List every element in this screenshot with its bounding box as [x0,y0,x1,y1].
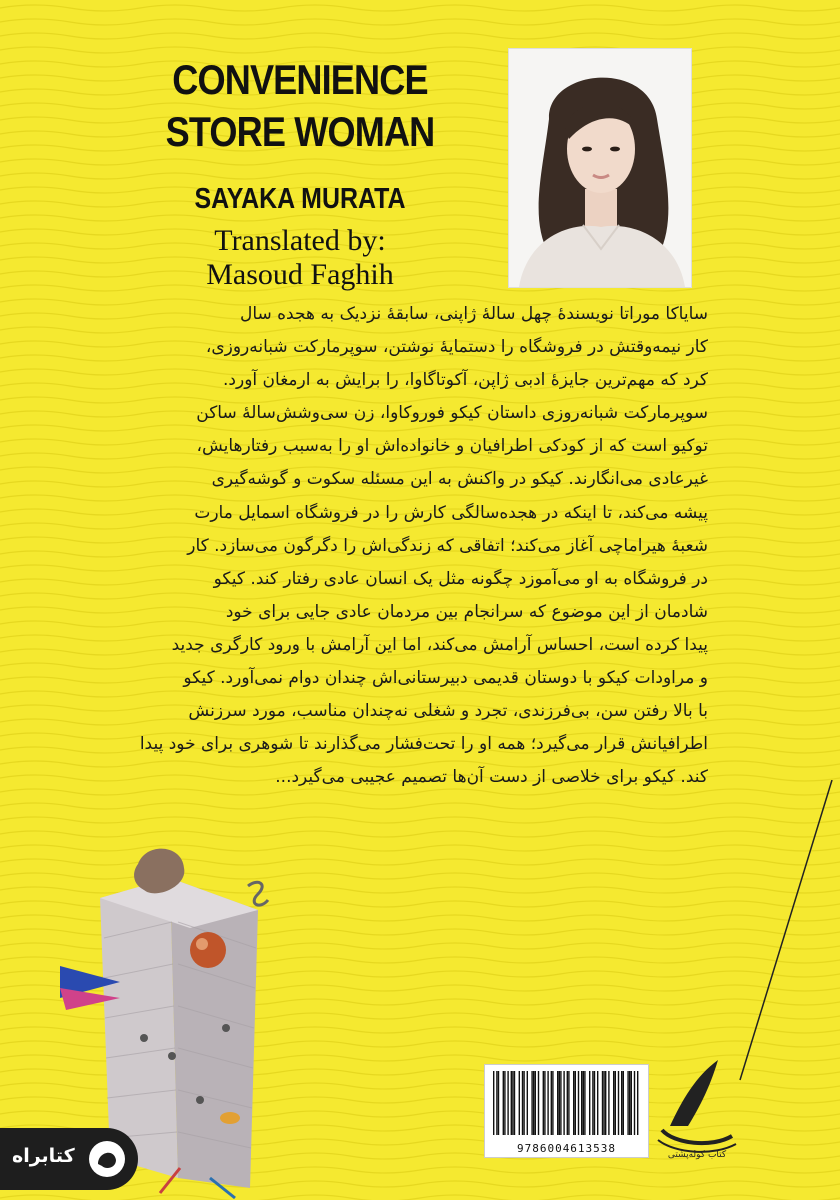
author-photo [508,48,692,288]
ketabrah-label: کتابراه [12,1145,75,1167]
blurb-line: با بالا رفتن سن، بی‌فرزندی، تجرد و شغلی نه‌چندان مناسب، مورد سرزنش [188,701,708,722]
ketabrah-logo-icon [84,1136,130,1182]
barcode-bars [485,1065,648,1139]
blurb-line: کرد که مهم‌ترین جایزهٔ ادبی ژاپن، آکوتاگاوا، را برایش به ارمغان آورد. [223,370,708,391]
isbn-number: 9786004613538 [516,1142,617,1155]
blurb-line: اطرافیانش قرار می‌گیرد؛ همه او را تحت‌فشار می‌گذارند تا شوهری برای خود پیدا [139,734,708,755]
blurb-line: ساياكا موراتا نويسندهٔ چهل سالهٔ ژاپنی، سابقهٔ نزدیک به هجده سال [239,304,708,324]
author-portrait-illustration [509,49,691,287]
blurb-line: پیدا کرده است، احساس آرامش می‌کند، اما این آرامش با ورود کارگری جدید [171,634,708,655]
book-blurb [128,298,708,794]
translated-by-label: Translated by: [214,224,386,257]
blurb-line: شعبهٔ هیراماچی آغاز می‌کند؛ اتفاقی که زندگی‌اش را دگرگون می‌سازد. کار [187,535,708,556]
book-title-line-1: CONVENIENCE [172,56,428,103]
blurb-line: و مراودات کیکو با دوستان قدیمی دبیرستانی‌اش چندان دوام نمی‌آورد. کیکو [183,668,708,689]
translator-name: Masoud Faghih [206,258,394,291]
book-title-line-2: STORE WOMAN [165,108,435,155]
blurb-line: در فروشگاه به او می‌آموزد چگونه مثل یک انسان عادی رفتار کند. کیکو [213,568,708,589]
blurb-line: پیشه می‌کند، تا اینکه در هجده‌سالگی کارش را در فروشگاه اسمایل مارت [194,502,708,523]
blurb-line: شادمان از این موضوع که سرانجام بین مردمان عادی جایی برای خود [225,601,708,622]
book-title [145,54,455,158]
blurb-line: کند. کیکو برای خلاصی از دست آن‌ها تصمیم عجیبی می‌گیرد... [275,767,708,788]
isbn-barcode [484,1064,649,1158]
author-name: SAYAKA MURATA [194,183,406,215]
publisher-name: کتاب کوله‌پشتی [667,1150,727,1160]
blurb-line: سوپرمارکت شبانه‌روزی داستان کیکو فوروکاوا، زن سی‌وشش‌سالهٔ ساکن [196,403,708,424]
blurb-line: توکیو است که از کودکی اطرافیان و خانواده‌اش او را به‌سبب رفتارهایش، [196,436,708,457]
blurb-line: کار نیمه‌وقتش در فروشگاه را دستمایهٔ نوشتن، سوپرمارکت شبانه‌روزی، [205,337,708,358]
ketabrah-badge[interactable] [0,1128,138,1190]
blurb-line: غیرعادی می‌انگارند. کیکو در واکنش به این مسئله سکوت و گوشه‌گیری [211,469,708,490]
publisher-logo [652,1040,742,1160]
